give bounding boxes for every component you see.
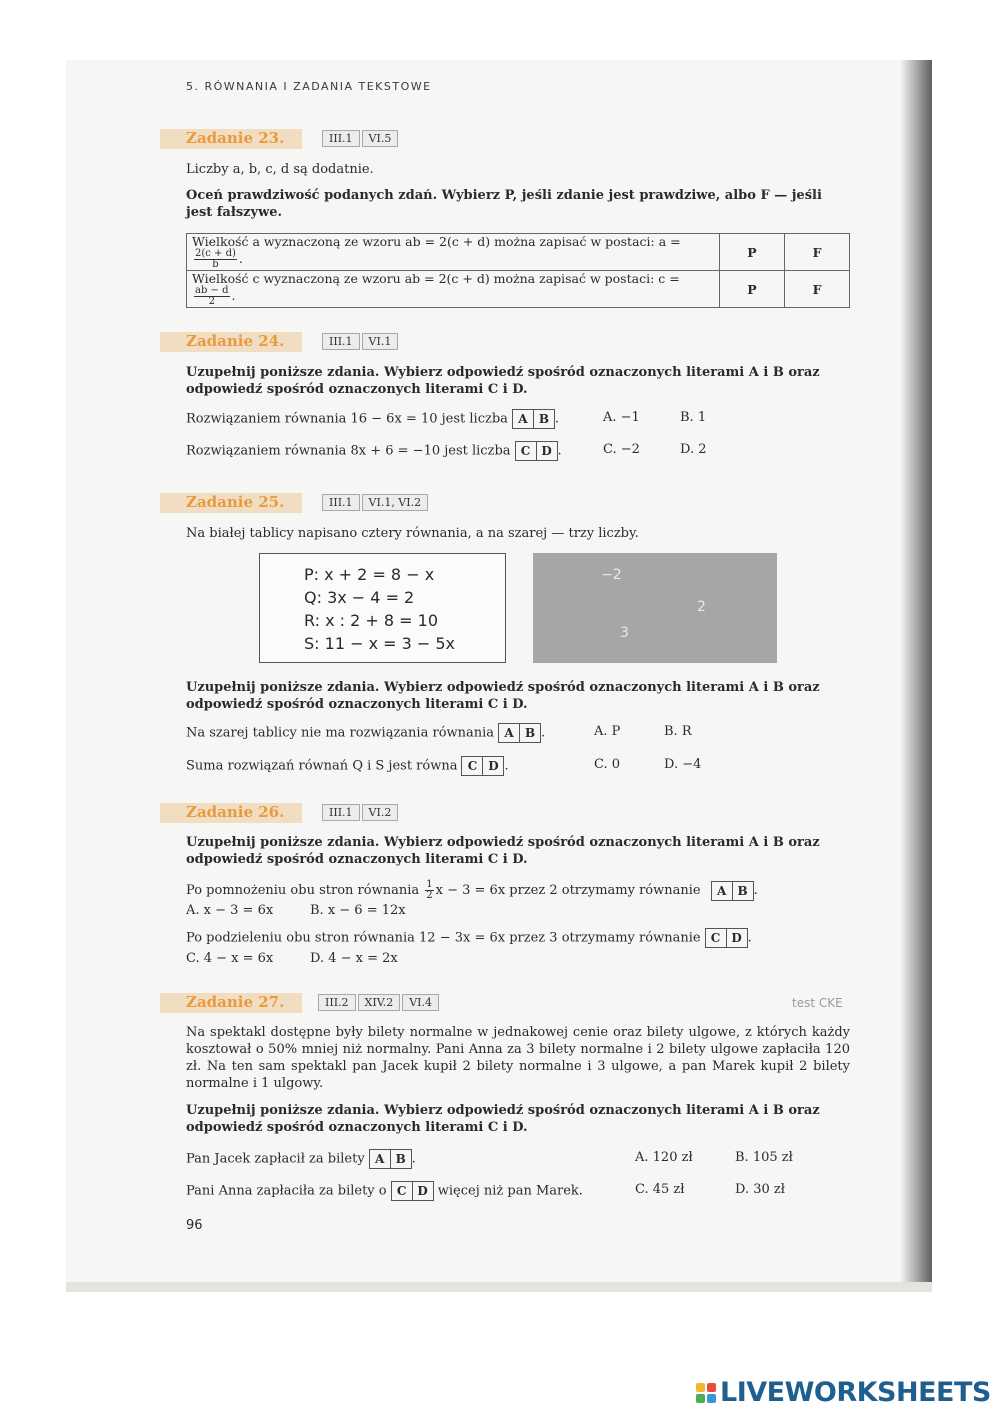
task-tag: III.1	[322, 804, 360, 821]
choice-box-cd	[705, 928, 748, 948]
task-25-sentence-2: Suma rozwiązań równań Q i S jest równa C D .	[186, 756, 509, 776]
equation-r: R: x : 2 + 8 = 10	[304, 611, 439, 630]
answer-c: C. 45 zł	[635, 1182, 685, 1197]
grey-number: 3	[620, 625, 629, 641]
grey-number: −2	[601, 567, 622, 583]
answer-c: C. −2	[603, 442, 640, 457]
task-26-instruction: Uzupełnij poniższe zdania. Wybierz odpowiedź spośród oznaczonych literami A i B oraz odpowiedź spośród oznaczonych literami C i D.	[186, 835, 820, 867]
choice-a[interactable]: A	[513, 410, 534, 428]
task-26-tags	[322, 804, 400, 821]
answer-a: A. P	[594, 724, 621, 739]
brand-logo-icon	[696, 1383, 716, 1403]
answer-d: D. 2	[680, 442, 707, 457]
statement-text: Wielkość a wyznaczoną ze wzoru ab = 2(c + d) można zapisać w postaci: a =	[192, 234, 681, 249]
choice-d[interactable]: D	[731, 931, 742, 945]
fraction-denominator: b	[212, 259, 219, 270]
task-27-title: Zadanie 27.	[186, 993, 285, 1011]
task-25-sentence-1: Na szarej tablicy nie ma rozwiązania równania A B .	[186, 723, 545, 743]
task-27-tags	[318, 994, 441, 1011]
task-23-intro: Liczby a, b, c, d są dodatnie.	[186, 162, 374, 177]
task-27-sentence-1: Pan Jacek zapłacił za bilety A B .	[186, 1149, 416, 1169]
source-label: test CKE	[792, 996, 843, 1010]
task-23-instruction: Oceń prawdziwość podanych zdań. Wybierz P, jeśli zdanie jest prawdziwe, albo F — jeśli jest fałszywe.	[186, 188, 822, 220]
choice-box-ab	[512, 409, 555, 429]
task-tag: VI.4	[402, 994, 439, 1011]
task-24-tags	[322, 333, 400, 350]
fraction-numerator: ab − d	[195, 285, 229, 296]
task-25-intro: Na białej tablicy napisano cztery równania, a na szarej — trzy liczby.	[186, 526, 639, 541]
task-23-tags	[322, 130, 400, 147]
answer-b: B. R	[664, 724, 692, 739]
task-27-sentence-2	[186, 1181, 583, 1201]
equation-q: Q: 3x − 4 = 2	[304, 588, 415, 607]
task-24-title: Zadanie 24.	[186, 332, 285, 350]
choice-c[interactable]: C	[392, 1182, 413, 1200]
sentence-text: Rozwiązaniem równania 8x + 6 = −10 jest liczba	[186, 443, 511, 459]
choice-c[interactable]: C	[516, 442, 537, 460]
choice-box-ab	[369, 1149, 412, 1169]
answer-c: C. 0	[594, 757, 621, 772]
choice-b[interactable]: B	[395, 1152, 406, 1166]
task-25-tags	[322, 494, 430, 511]
liveworksheets-brand	[696, 1377, 991, 1408]
task-24-instruction: Uzupełnij poniższe zdania. Wybierz odpowiedź spośród oznaczonych literami A i B oraz odpowiedź spośród oznaczonych literami C i D.	[186, 365, 820, 397]
page-edge-right	[900, 60, 932, 1292]
answer-c: C. 4 − x = 6x	[186, 951, 274, 966]
answer-b: B. 1	[680, 410, 707, 425]
answer-d: D. 4 − x = 2x	[310, 951, 398, 966]
answer-a: A. x − 3 = 6x	[186, 903, 274, 918]
sentence-text: Pan Jacek zapłacił za bilety	[186, 1151, 365, 1167]
answer-d: D. 30 zł	[735, 1182, 785, 1197]
task-tag: III.1	[322, 130, 360, 147]
task-27-paragraph: Na spektakl dostępne były bilety normalne w jednakowej cenie oraz bilety ulgowe, z których każdy kosztował o 50% mniej niż normalny. Pani Anna za 3 bilety normalne i 2 bilety ulgowe zapłaciła 120 zł. Na ten sam spektakl pan Jacek kupił 2 bilety normalne i 3 ulgowe, a pan Marek kupił 2 bilety normalne i 1 ulgowy.	[186, 1025, 850, 1091]
choice-c[interactable]: C	[462, 757, 483, 775]
statement-text: Wielkość c wyznaczoną ze wzoru ab = 2(c + d) można zapisać w postaci: c =	[192, 271, 680, 286]
grey-number: 2	[697, 599, 706, 615]
sentence-text: Pani Anna zapłaciła za bilety o	[186, 1183, 387, 1199]
task-25-title: Zadanie 25.	[186, 493, 285, 511]
task-26-sentence-1: Po pomnożeniu obu stron równania $\frac{1}{2}$ x − 3 = 6x przez 2 otrzymamy równanie A B .	[186, 879, 758, 901]
choice-c[interactable]: C	[706, 929, 727, 947]
sentence-text: Suma rozwiązań równań Q i S jest równa	[186, 758, 458, 774]
option-f[interactable]: F	[785, 271, 850, 308]
equation-p: P: x + 2 = 8 − x	[304, 565, 435, 584]
fraction-numerator: 1	[426, 879, 433, 890]
option-f[interactable]: F	[785, 234, 850, 271]
sentence-text: x − 3 = 6x przez 2 otrzymamy równanie	[435, 883, 701, 898]
task-26-title: Zadanie 26.	[186, 803, 285, 821]
task-25-instruction: Uzupełnij poniższe zdania. Wybierz odpowiedź spośród oznaczonych literami A i B oraz odpowiedź spośród oznaczonych literami C i D.	[186, 680, 820, 712]
white-board	[259, 553, 506, 663]
choice-box-cd	[391, 1181, 434, 1201]
sentence-text: Rozwiązaniem równania 16 − 6x = 10 jest liczba	[186, 411, 508, 427]
task-tag: VI.5	[362, 130, 399, 147]
choice-d[interactable]: D	[417, 1184, 428, 1198]
task-27-instruction: Uzupełnij poniższe zdania. Wybierz odpowiedź spośród oznaczonych literami A i B oraz odpowiedź spośród oznaczonych literami C i D.	[186, 1103, 820, 1135]
fraction	[194, 286, 230, 307]
task-tag: VI.1, VI.2	[362, 494, 429, 511]
grey-board	[533, 553, 777, 663]
choice-box-ab	[711, 881, 754, 901]
table-row	[187, 271, 850, 308]
statement-cell: Wielkość c wyznaczoną ze wzoru ab = 2(c + d) można zapisać w postaci: c = $\frac{ab - d}{2}$ .	[187, 271, 720, 308]
choice-b[interactable]: B	[538, 412, 549, 426]
task-tag: VI.1	[362, 333, 399, 350]
choice-box-ab	[498, 723, 541, 743]
sentence-text: Po podzieleniu obu stron równania 12 − 3x = 6x przez 3 otrzymamy równanie	[186, 930, 701, 946]
task-tag: VI.2	[362, 804, 399, 821]
choice-b[interactable]: B	[737, 883, 748, 898]
choice-box-cd	[515, 441, 558, 461]
answer-b: B. 105 zł	[735, 1150, 793, 1165]
task-tag: III.1	[322, 333, 360, 350]
choice-a[interactable]: A	[712, 882, 733, 900]
task-24-sentence-1: Rozwiązaniem równania 16 − 6x = 10 jest liczba A B .	[186, 409, 559, 429]
fraction	[194, 249, 237, 270]
sentence-text: Po pomnożeniu obu stron równania	[186, 883, 420, 898]
equation-s: S: 11 − x = 3 − 5x	[304, 634, 456, 653]
choice-a[interactable]: A	[499, 724, 520, 742]
task-tag: III.2	[318, 994, 356, 1011]
table-row	[187, 234, 850, 271]
answer-b: B. x − 6 = 12x	[310, 903, 406, 918]
answer-a: A. −1	[603, 410, 640, 425]
answer-a: A. 120 zł	[635, 1150, 693, 1165]
choice-box-cd	[461, 756, 504, 776]
task-26-sentence-2: Po podzieleniu obu stron równania 12 − 3x = 6x przez 3 otrzymamy równanie C D .	[186, 928, 752, 948]
fraction-denominator: 2	[208, 296, 215, 307]
page-number: 96	[186, 1218, 203, 1233]
answer-d: D. −4	[664, 757, 702, 772]
brand-text: LIVEWORKSHEETS	[720, 1377, 991, 1408]
choice-d[interactable]: D	[488, 759, 499, 773]
fraction-numerator: 2(c + d)	[195, 248, 236, 259]
option-p[interactable]: P	[720, 271, 785, 308]
task-tag: XIV.2	[358, 994, 401, 1011]
sentence-text: więcej niż pan Marek.	[437, 1183, 583, 1199]
sentence-text: Na szarej tablicy nie ma rozwiązania równania	[186, 725, 495, 741]
task-24-sentence-2: Rozwiązaniem równania 8x + 6 = −10 jest liczba C D .	[186, 441, 562, 461]
fraction-denominator: 2	[426, 890, 433, 901]
page-bottom-edge	[66, 1282, 932, 1292]
choice-b[interactable]: B	[524, 726, 536, 740]
fraction	[425, 880, 433, 901]
running-head: 5. RÓWNANIA I ZADANIA TEKSTOWE	[186, 80, 432, 93]
option-p[interactable]: P	[720, 234, 785, 271]
task-23-table	[186, 233, 850, 308]
statement-cell: Wielkość a wyznaczoną ze wzoru ab = 2(c + d) można zapisać w postaci: a = $\frac{2(c + d)}{b}$ .	[187, 234, 720, 271]
task-tag: III.1	[322, 494, 360, 511]
choice-a[interactable]: A	[370, 1150, 391, 1168]
choice-d[interactable]: D	[541, 444, 552, 458]
task-23-title: Zadanie 23.	[186, 129, 285, 147]
